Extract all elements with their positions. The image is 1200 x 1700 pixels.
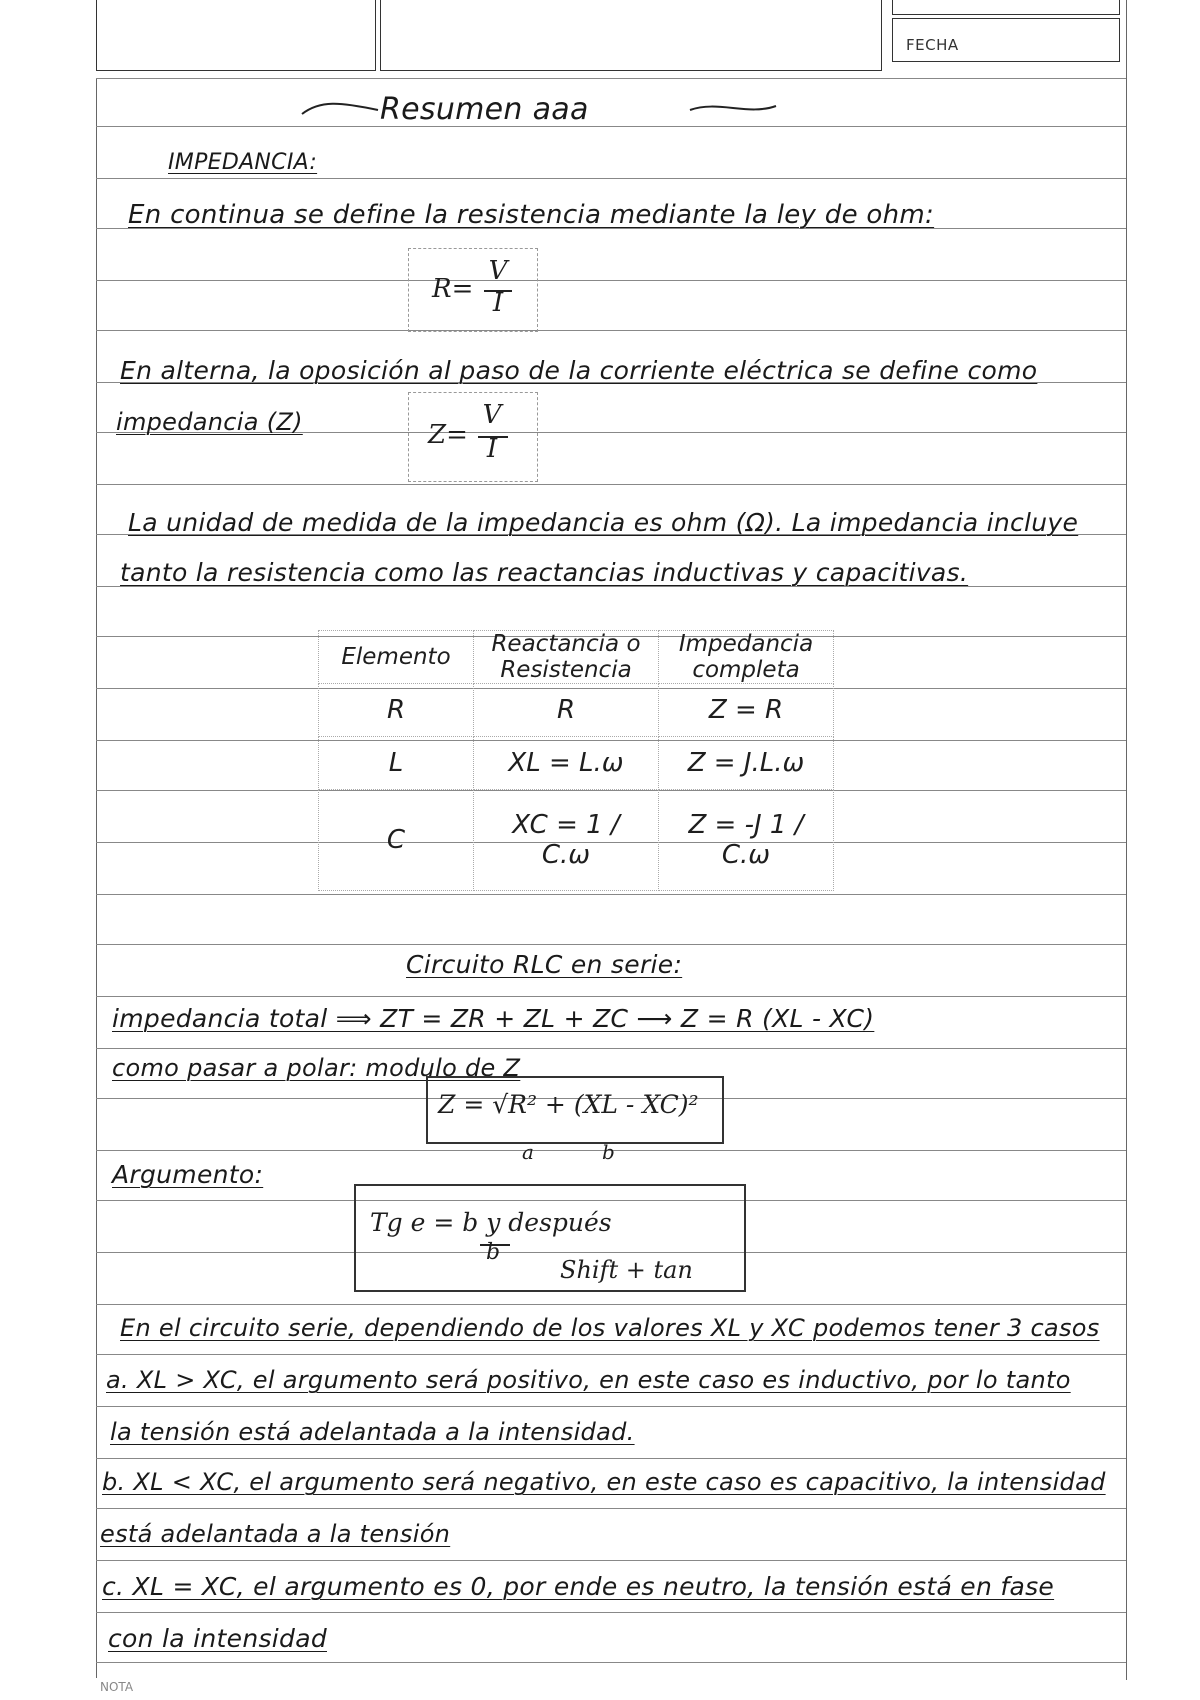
ruled-line: [96, 1406, 1126, 1407]
right-margin-line: [1126, 0, 1127, 1680]
table-cell: Z = -J 1 / C.ω: [659, 790, 834, 891]
formula-argumento-line1: Tg e = b y después: [370, 1208, 612, 1237]
formula-sub-a: a: [522, 1140, 534, 1164]
text-line: En el circuito serie, dependiendo de los valores XL y XC podemos tener 3 casos: [120, 1314, 1100, 1342]
table-cell: Z = R: [659, 684, 834, 737]
case-a-line2: la tensión está adelantada a la intensidad.: [110, 1418, 635, 1446]
table-cell: R: [319, 684, 474, 737]
ruled-line: [96, 126, 1126, 127]
formula-r-lhs: R=: [432, 274, 474, 304]
impedance-table: [318, 630, 834, 891]
ruled-line: [96, 1560, 1126, 1561]
ruled-line: [96, 1304, 1126, 1305]
table-header-row: [319, 631, 834, 684]
title-flourish-left: [300, 96, 380, 126]
table-row: [319, 737, 834, 790]
header-box-middle: [380, 0, 882, 71]
ruled-line: [96, 484, 1126, 485]
text-line: En alterna, la oposición al paso de la corriente eléctrica se define como: [120, 356, 1038, 385]
table-cell: XC = 1 / C.ω: [474, 790, 659, 891]
formula-sub-b: b: [602, 1140, 615, 1164]
nota-label: NOTA: [100, 1680, 134, 1694]
argumento-label: Argumento:: [112, 1160, 264, 1189]
fecha-label: FECHA: [906, 36, 959, 54]
formula-argumento-denominator: b: [486, 1240, 501, 1265]
table-cell: Z = J.L.ω: [659, 737, 834, 790]
section-heading-impedancia: IMPEDANCIA:: [168, 150, 318, 175]
ruled-line: [96, 330, 1126, 331]
formula-r-numerator: V: [488, 256, 508, 286]
text-line: tanto la resistencia como las reactancias inductivas y capacitivas.: [120, 558, 969, 587]
table-header-cell: Reactancia o Resistencia: [474, 631, 659, 684]
formula-r-denominator: I: [492, 288, 504, 318]
ruled-line: [96, 996, 1126, 997]
table-cell: C: [319, 790, 474, 891]
ruled-line: [96, 1612, 1126, 1613]
table-header-cell: Impedancia completa: [659, 631, 834, 684]
case-a-line1: a. XL > XC, el argumento será positivo, en este caso es inductivo, por lo tanto: [106, 1366, 1071, 1394]
table-row: [319, 684, 834, 737]
ruled-line: [96, 280, 1126, 281]
ruled-line: [96, 944, 1126, 945]
text-line: como pasar a polar: modulo de Z: [112, 1054, 521, 1082]
table-cell: L: [319, 737, 474, 790]
ruled-line: [96, 178, 1126, 179]
ruled-line: [96, 78, 1126, 79]
case-b-line1: b. XL < XC, el argumento será negativo, en este caso es capacitivo, la intensidad: [102, 1468, 1106, 1496]
text-line: En continua se define la resistencia mediante la ley de ohm:: [128, 200, 935, 230]
case-b-line2: está adelantada a la tensión: [100, 1520, 451, 1548]
text-line: impedancia total ⟹ ZT = ZR + ZL + ZC ⟶ Z = R (XL - XC): [112, 1004, 875, 1033]
formula-z-denominator: I: [486, 434, 498, 464]
table-cell: R: [474, 684, 659, 737]
ruled-line: [96, 1458, 1126, 1459]
header-box-fecha-top: [892, 0, 1120, 15]
case-c-line2: con la intensidad: [108, 1624, 327, 1653]
table-cell: XL = L.ω: [474, 737, 659, 790]
ruled-line: [96, 1662, 1126, 1663]
left-margin-line: [96, 78, 97, 1678]
formula-z-numerator: V: [482, 400, 502, 430]
formula-modulo: Z = √R² + (XL - XC)²: [438, 1090, 699, 1119]
formula-argumento-line2: Shift + tan: [560, 1256, 693, 1284]
formula-z-lhs: Z=: [428, 420, 468, 450]
ruled-line: [96, 1508, 1126, 1509]
table-row: [319, 790, 834, 891]
ruled-line: [96, 1354, 1126, 1355]
case-c-line1: c. XL = XC, el argumento es 0, por ende es neutro, la tensión está en fase: [102, 1572, 1055, 1601]
table-header-cell: Elemento: [319, 631, 474, 684]
text-line: impedancia (Z): [116, 408, 303, 436]
title-flourish-right: [688, 96, 778, 126]
ruled-line: [96, 1048, 1126, 1049]
text-line: La unidad de medida de la impedancia es ohm (Ω). La impedancia incluye: [128, 508, 1079, 537]
section-heading-rlc: Circuito RLC en serie:: [406, 950, 683, 979]
ruled-line: [96, 894, 1126, 895]
page-title: Resumen aaa: [380, 92, 589, 127]
header-box-left: [96, 0, 376, 71]
